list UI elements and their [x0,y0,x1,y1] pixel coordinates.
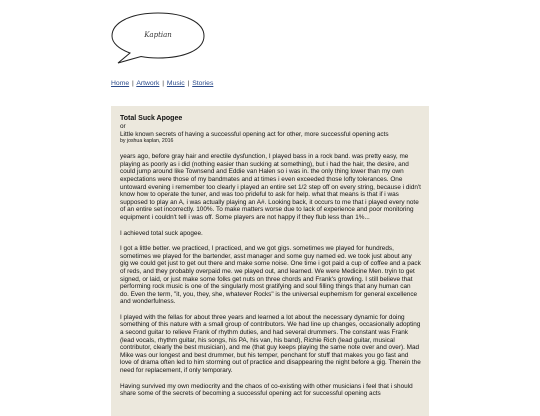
nav-separator: | [162,80,165,87]
nav-separator: | [187,80,190,87]
nav-home-link[interactable]: Home [111,80,130,87]
logo-text: Kaptian [144,31,172,39]
main-nav [111,80,213,87]
nav-stories-link[interactable]: Stories [192,80,214,87]
nav-separator: | [132,80,134,87]
story-subtitle: Little known secrets of having a successful opening act for other, more successful opening acts [120,130,389,138]
nav-music-link[interactable]: Music [166,80,185,87]
story-paragraph: Having survived my own mediocrity and the chaos of co-existing with other musicians i feel that i should share some of the secrets of becoming a successful opening act for successful opening acts [120,382,413,398]
story-paragraph: years ago, before gray hair and erectile dysfunction, I played bass in a rock band. was pretty easy, me playing as poorly as i did (nothing easier than sucking at something), but i had the hair, the desire, and could jump around like Townsend and Eddie van Halen so i was in. the only thing lower than my own expectations were those of my bandmates and at times i even exceeded those lofty tolerances. One untoward evening i remember too clearly i played an entire set 1/2 step off on every string, because i didn't know how to operate the tuner, and was too prideful to ask for help. what that means is that if i was supposed to play an A, i was actually playing an A#. Looking back, it occurs to me that i played every note of an entire set incorrectly. 100%. To make matters worse due to lack of experience and poor monitoring equipment i couldn't tell i was off. Some players are not happy if they flub less than 1%... [120,153,421,221]
story-paragraph: I got a little better. we practiced, I practiced, and we got gigs. sometimes we played for hundreds, sometimes we played for the bartender, asst manager and some guy named ed. we took just about any gig we could get just to get out there and make some noise. One time i got paid a cup of coffee and a pack of reds, and they probably overpaid me. we played out, and learned. We were Medicine Men. tryin to get signed, or laid, or just make some folks get nuts on three chords and Frank's growling. I still believe that performing rock music is one of the singularly most gratifying and soul filling things that any human can do. Even the term, "it, you, they, she, whatever Rocks" is the universal euphemism for general excellence and wonderfulness. [120,245,421,306]
story-panel [111,106,429,416]
story-paragraph: I achieved total suck apogee. [120,229,203,237]
story-byline: by joshua kaplan, 2016 [120,138,174,145]
story-paragraph: I played with the fellas for about three years and learned a lot about the necessary dynamic for doing something of this nature with a small group of contributors. We had line up changes, occasionally adopting a second guitar to relieve Frank of rhythm duties, and had several drummers. The constant was Frank (lead vocals, rhythm guitar, his songs, his PA, his van, his band), Richie Rich (lead guitar, musical contributor, clearly the best musician), and me (that guy keeps playing the same note over and over). Mad Mike was our longest and best drummer, but his temper, penchant for stuff that makes you go fast and love of drama often led to him storming out of practice and disappearing the night before a gig. Therein the need for replacement, if only temporary. [120,313,421,375]
nav-artwork-link[interactable]: Artwork [136,80,160,87]
story-or: or [120,123,126,130]
story-title: Total Suck Apogee [120,115,183,122]
